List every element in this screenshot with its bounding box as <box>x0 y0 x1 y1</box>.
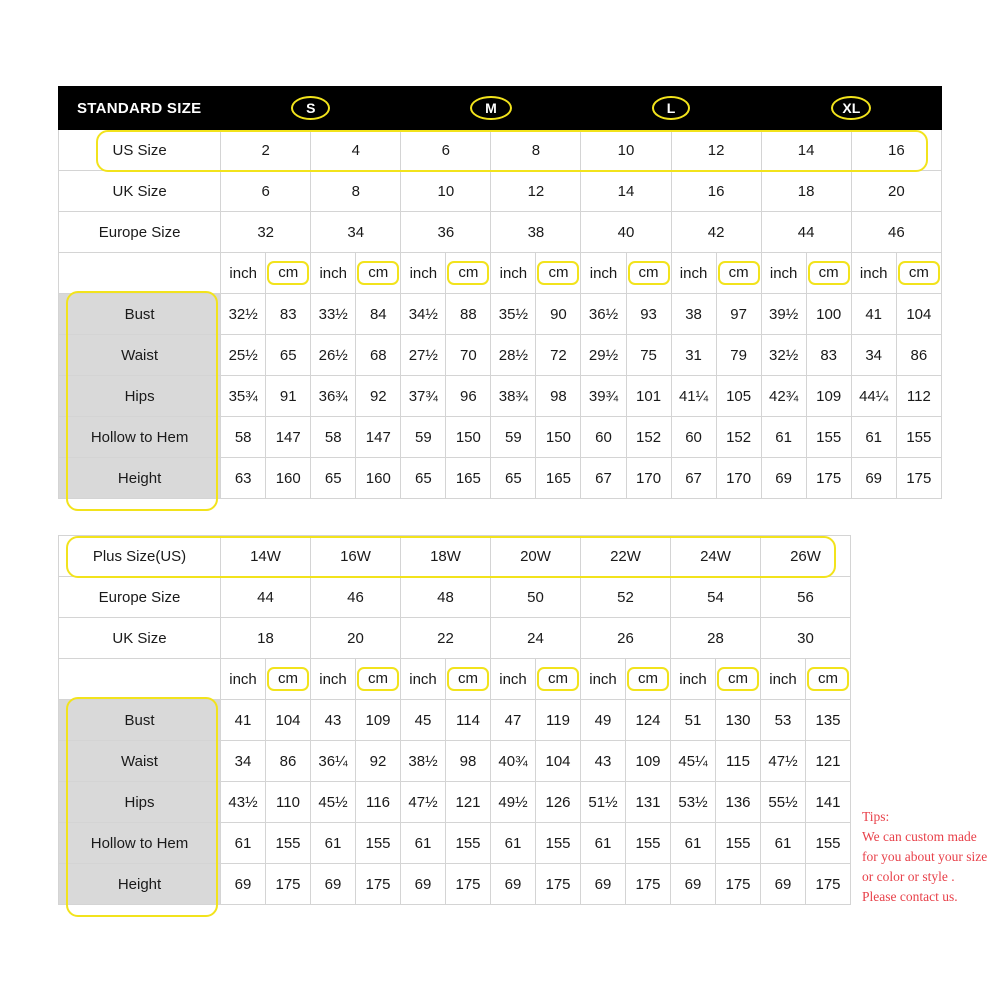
table-row <box>59 376 942 417</box>
cell: 160 <box>266 458 311 499</box>
cell: 60 <box>671 417 716 458</box>
size-badge-l-label: L <box>652 96 691 120</box>
row-label-waist: Waist <box>59 335 221 376</box>
cell: 160 <box>356 458 401 499</box>
cell: 155 <box>356 823 401 864</box>
row-label-bust: Bust <box>59 294 221 335</box>
size-badge-l <box>581 87 761 130</box>
cell: 45¼ <box>671 741 716 782</box>
cell: 90 <box>536 294 581 335</box>
unit-inch: inch <box>761 659 806 700</box>
cell: 155 <box>626 823 671 864</box>
unit-inch: inch <box>221 659 266 700</box>
cell: 100 <box>806 294 851 335</box>
cell: 67 <box>671 458 716 499</box>
standard-title: STANDARD SIZE <box>59 87 221 130</box>
cell: 28½ <box>491 335 536 376</box>
cell: 69 <box>671 864 716 905</box>
cell: 22W <box>581 536 671 577</box>
table-row <box>59 335 942 376</box>
cell: 98 <box>446 741 491 782</box>
cell: 92 <box>356 376 401 417</box>
cell: 46 <box>851 212 941 253</box>
cell: 175 <box>626 864 671 905</box>
tips-line-1: Tips: <box>862 809 890 824</box>
row-label-europe-size: Europe Size <box>59 577 221 618</box>
size-badge-s <box>221 87 401 130</box>
cell: 26 <box>581 618 671 659</box>
cell: 16W <box>311 536 401 577</box>
cell: 135 <box>806 700 851 741</box>
row-label-us-size: US Size <box>59 130 221 171</box>
cell: 47 <box>491 700 536 741</box>
table-row <box>59 782 851 823</box>
cell: 50 <box>491 577 581 618</box>
cell: 44 <box>761 212 851 253</box>
cell: 8 <box>311 171 401 212</box>
unit-inch: inch <box>401 253 446 294</box>
unit-inch: inch <box>671 659 716 700</box>
cell: 61 <box>491 823 536 864</box>
cell: 26½ <box>311 335 356 376</box>
cell: 18W <box>401 536 491 577</box>
cell: 27½ <box>401 335 446 376</box>
table-row <box>59 458 942 499</box>
cell: 24 <box>491 618 581 659</box>
cell: 31 <box>671 335 716 376</box>
plus-unit-row <box>59 659 851 700</box>
cell: 110 <box>266 782 311 823</box>
cell: 38 <box>671 294 716 335</box>
cell: 175 <box>446 864 491 905</box>
unit-inch: inch <box>671 253 716 294</box>
tips-line-4: or color or style . <box>862 869 955 884</box>
cell: 51½ <box>581 782 626 823</box>
cell: 121 <box>806 741 851 782</box>
cell: 97 <box>716 294 761 335</box>
cell: 48 <box>401 577 491 618</box>
cell: 69 <box>401 864 446 905</box>
cell: 65 <box>401 458 446 499</box>
table-row <box>59 700 851 741</box>
cell: 69 <box>851 458 896 499</box>
cell: 53½ <box>671 782 716 823</box>
cell: 39½ <box>761 294 806 335</box>
cell: 2 <box>221 130 311 171</box>
unit-row-label <box>59 253 221 294</box>
unit-cm: cm <box>266 253 311 294</box>
unit-row-label <box>59 659 221 700</box>
cell: 24W <box>671 536 761 577</box>
unit-cm: cm <box>536 253 581 294</box>
cell: 155 <box>266 823 311 864</box>
cell: 150 <box>446 417 491 458</box>
cell: 32 <box>221 212 311 253</box>
cell: 119 <box>536 700 581 741</box>
unit-cm: cm <box>806 659 851 700</box>
size-badge-m <box>401 87 581 130</box>
cell: 16 <box>851 130 941 171</box>
cell: 83 <box>806 335 851 376</box>
cell: 18 <box>761 171 851 212</box>
cell: 55½ <box>761 782 806 823</box>
cell: 28 <box>671 618 761 659</box>
unit-inch: inch <box>581 253 626 294</box>
cell: 124 <box>626 700 671 741</box>
row-label-uk-size: UK Size <box>59 618 221 659</box>
cell: 32½ <box>221 294 266 335</box>
cell: 175 <box>806 864 851 905</box>
cell: 126 <box>536 782 581 823</box>
cell: 72 <box>536 335 581 376</box>
cell: 175 <box>356 864 401 905</box>
row-label-waist: Waist <box>59 741 221 782</box>
cell: 20 <box>311 618 401 659</box>
cell: 36 <box>401 212 491 253</box>
cell: 61 <box>761 417 806 458</box>
row-label-height: Height <box>59 864 221 905</box>
unit-cm: cm <box>716 659 761 700</box>
row-label-hollow-to-hem: Hollow to Hem <box>59 823 221 864</box>
standard-header-row <box>59 87 942 130</box>
cell: 175 <box>716 864 761 905</box>
cell: 61 <box>671 823 716 864</box>
cell: 141 <box>806 782 851 823</box>
cell: 14W <box>221 536 311 577</box>
cell: 65 <box>491 458 536 499</box>
cell: 4 <box>311 130 401 171</box>
cell: 53 <box>761 700 806 741</box>
cell: 170 <box>626 458 671 499</box>
cell: 52 <box>581 577 671 618</box>
row-label-hollow-to-hem: Hollow to Hem <box>59 417 221 458</box>
size-badge-xl-label: XL <box>831 96 871 120</box>
cell: 93 <box>626 294 671 335</box>
cell: 38 <box>491 212 581 253</box>
cell: 136 <box>716 782 761 823</box>
unit-inch: inch <box>491 253 536 294</box>
cell: 34 <box>221 741 266 782</box>
table-row <box>59 823 851 864</box>
size-badge-m-label: M <box>470 96 512 120</box>
cell: 104 <box>536 741 581 782</box>
cell: 38½ <box>401 741 446 782</box>
cell: 69 <box>581 864 626 905</box>
cell: 84 <box>356 294 401 335</box>
row-label-uk-size: UK Size <box>59 171 221 212</box>
cell: 69 <box>491 864 536 905</box>
unit-inch: inch <box>581 659 626 700</box>
unit-cm: cm <box>626 253 671 294</box>
cell: 43½ <box>221 782 266 823</box>
cell: 75 <box>626 335 671 376</box>
cell: 79 <box>716 335 761 376</box>
cell: 38¾ <box>491 376 536 417</box>
cell: 14 <box>761 130 851 171</box>
table-row <box>59 417 942 458</box>
cell: 65 <box>266 335 311 376</box>
cell: 35½ <box>491 294 536 335</box>
table-row <box>59 618 851 659</box>
cell: 155 <box>716 823 761 864</box>
cell: 112 <box>896 376 941 417</box>
table-row <box>59 864 851 905</box>
cell: 98 <box>536 376 581 417</box>
cell: 44¼ <box>851 376 896 417</box>
cell: 46 <box>311 577 401 618</box>
cell: 61 <box>311 823 356 864</box>
plus-size-table <box>58 535 851 905</box>
cell: 109 <box>626 741 671 782</box>
cell: 69 <box>221 864 266 905</box>
unit-cm: cm <box>536 659 581 700</box>
cell: 20W <box>491 536 581 577</box>
cell: 12 <box>491 171 581 212</box>
table-row <box>59 294 942 335</box>
cell: 8 <box>491 130 581 171</box>
cell: 43 <box>581 741 626 782</box>
cell: 54 <box>671 577 761 618</box>
cell: 10 <box>581 130 671 171</box>
cell: 152 <box>626 417 671 458</box>
cell: 56 <box>761 577 851 618</box>
cell: 155 <box>806 823 851 864</box>
cell: 40 <box>581 212 671 253</box>
cell: 61 <box>401 823 446 864</box>
cell: 91 <box>266 376 311 417</box>
cell: 60 <box>581 417 626 458</box>
cell: 83 <box>266 294 311 335</box>
cell: 150 <box>536 417 581 458</box>
unit-inch: inch <box>851 253 896 294</box>
cell: 18 <box>221 618 311 659</box>
unit-inch: inch <box>221 253 266 294</box>
cell: 44 <box>221 577 311 618</box>
cell: 41 <box>851 294 896 335</box>
size-badge-s-label: S <box>291 96 330 120</box>
cell: 165 <box>536 458 581 499</box>
cell: 152 <box>716 417 761 458</box>
tips-block <box>862 807 992 907</box>
cell: 12 <box>671 130 761 171</box>
cell: 61 <box>221 823 266 864</box>
cell: 59 <box>491 417 536 458</box>
tips-line-3: for you about your size <box>862 849 988 864</box>
standard-unit-row <box>59 253 942 294</box>
cell: 155 <box>806 417 851 458</box>
cell: 130 <box>716 700 761 741</box>
cell: 63 <box>221 458 266 499</box>
row-label-bust: Bust <box>59 700 221 741</box>
cell: 29½ <box>581 335 626 376</box>
cell: 114 <box>446 700 491 741</box>
cell: 10 <box>401 171 491 212</box>
cell: 101 <box>626 376 671 417</box>
cell: 14 <box>581 171 671 212</box>
cell: 22 <box>401 618 491 659</box>
unit-inch: inch <box>311 659 356 700</box>
cell: 6 <box>221 171 311 212</box>
cell: 51 <box>671 700 716 741</box>
cell: 170 <box>716 458 761 499</box>
cell: 6 <box>401 130 491 171</box>
cell: 155 <box>446 823 491 864</box>
cell: 45½ <box>311 782 356 823</box>
row-label-hips: Hips <box>59 782 221 823</box>
cell: 88 <box>446 294 491 335</box>
cell: 34 <box>851 335 896 376</box>
cell: 49½ <box>491 782 536 823</box>
cell: 69 <box>761 864 806 905</box>
cell: 47½ <box>761 741 806 782</box>
cell: 40¾ <box>491 741 536 782</box>
table-row <box>59 577 851 618</box>
cell: 175 <box>536 864 581 905</box>
cell: 58 <box>221 417 266 458</box>
unit-cm: cm <box>896 253 941 294</box>
cell: 43 <box>311 700 356 741</box>
cell: 49 <box>581 700 626 741</box>
cell: 116 <box>356 782 401 823</box>
cell: 16 <box>671 171 761 212</box>
cell: 175 <box>266 864 311 905</box>
table-row <box>59 171 942 212</box>
tips-line-2: We can custom made <box>862 829 977 844</box>
row-label-height: Height <box>59 458 221 499</box>
cell: 42¾ <box>761 376 806 417</box>
cell: 30 <box>761 618 851 659</box>
tips-line-5: Please contact us. <box>862 889 958 904</box>
cell: 69 <box>761 458 806 499</box>
cell: 131 <box>626 782 671 823</box>
cell: 155 <box>536 823 581 864</box>
cell: 67 <box>581 458 626 499</box>
cell: 61 <box>851 417 896 458</box>
cell: 175 <box>806 458 851 499</box>
cell: 61 <box>761 823 806 864</box>
table-row <box>59 212 942 253</box>
table-row <box>59 130 942 171</box>
cell: 155 <box>896 417 941 458</box>
cell: 70 <box>446 335 491 376</box>
cell: 32½ <box>761 335 806 376</box>
cell: 20 <box>851 171 941 212</box>
unit-cm: cm <box>356 659 401 700</box>
cell: 34 <box>311 212 401 253</box>
unit-inch: inch <box>401 659 446 700</box>
cell: 36¼ <box>311 741 356 782</box>
cell: 58 <box>311 417 356 458</box>
cell: 36½ <box>581 294 626 335</box>
cell: 175 <box>896 458 941 499</box>
cell: 165 <box>446 458 491 499</box>
cell: 37¾ <box>401 376 446 417</box>
cell: 36¾ <box>311 376 356 417</box>
cell: 41¼ <box>671 376 716 417</box>
cell: 33½ <box>311 294 356 335</box>
cell: 86 <box>896 335 941 376</box>
standard-size-table <box>58 86 942 499</box>
cell: 147 <box>266 417 311 458</box>
cell: 147 <box>356 417 401 458</box>
unit-cm: cm <box>446 253 491 294</box>
cell: 121 <box>446 782 491 823</box>
cell: 26W <box>761 536 851 577</box>
unit-cm: cm <box>446 659 491 700</box>
row-label-plus-size-us: Plus Size(US) <box>59 536 221 577</box>
cell: 115 <box>716 741 761 782</box>
unit-cm: cm <box>356 253 401 294</box>
cell: 45 <box>401 700 446 741</box>
unit-cm: cm <box>626 659 671 700</box>
cell: 92 <box>356 741 401 782</box>
cell: 35¾ <box>221 376 266 417</box>
cell: 65 <box>311 458 356 499</box>
cell: 104 <box>896 294 941 335</box>
cell: 105 <box>716 376 761 417</box>
cell: 59 <box>401 417 446 458</box>
cell: 47½ <box>401 782 446 823</box>
cell: 109 <box>806 376 851 417</box>
cell: 34½ <box>401 294 446 335</box>
row-label-europe-size: Europe Size <box>59 212 221 253</box>
cell: 61 <box>581 823 626 864</box>
table-row <box>59 741 851 782</box>
table-row <box>59 536 851 577</box>
cell: 96 <box>446 376 491 417</box>
cell: 69 <box>311 864 356 905</box>
size-badge-xl <box>761 87 941 130</box>
cell: 68 <box>356 335 401 376</box>
cell: 109 <box>356 700 401 741</box>
cell: 39¾ <box>581 376 626 417</box>
unit-cm: cm <box>716 253 761 294</box>
unit-inch: inch <box>311 253 356 294</box>
cell: 42 <box>671 212 761 253</box>
cell: 104 <box>266 700 311 741</box>
cell: 86 <box>266 741 311 782</box>
unit-inch: inch <box>491 659 536 700</box>
cell: 25½ <box>221 335 266 376</box>
cell: 41 <box>221 700 266 741</box>
unit-cm: cm <box>266 659 311 700</box>
unit-inch: inch <box>761 253 806 294</box>
row-label-hips: Hips <box>59 376 221 417</box>
unit-cm: cm <box>806 253 851 294</box>
